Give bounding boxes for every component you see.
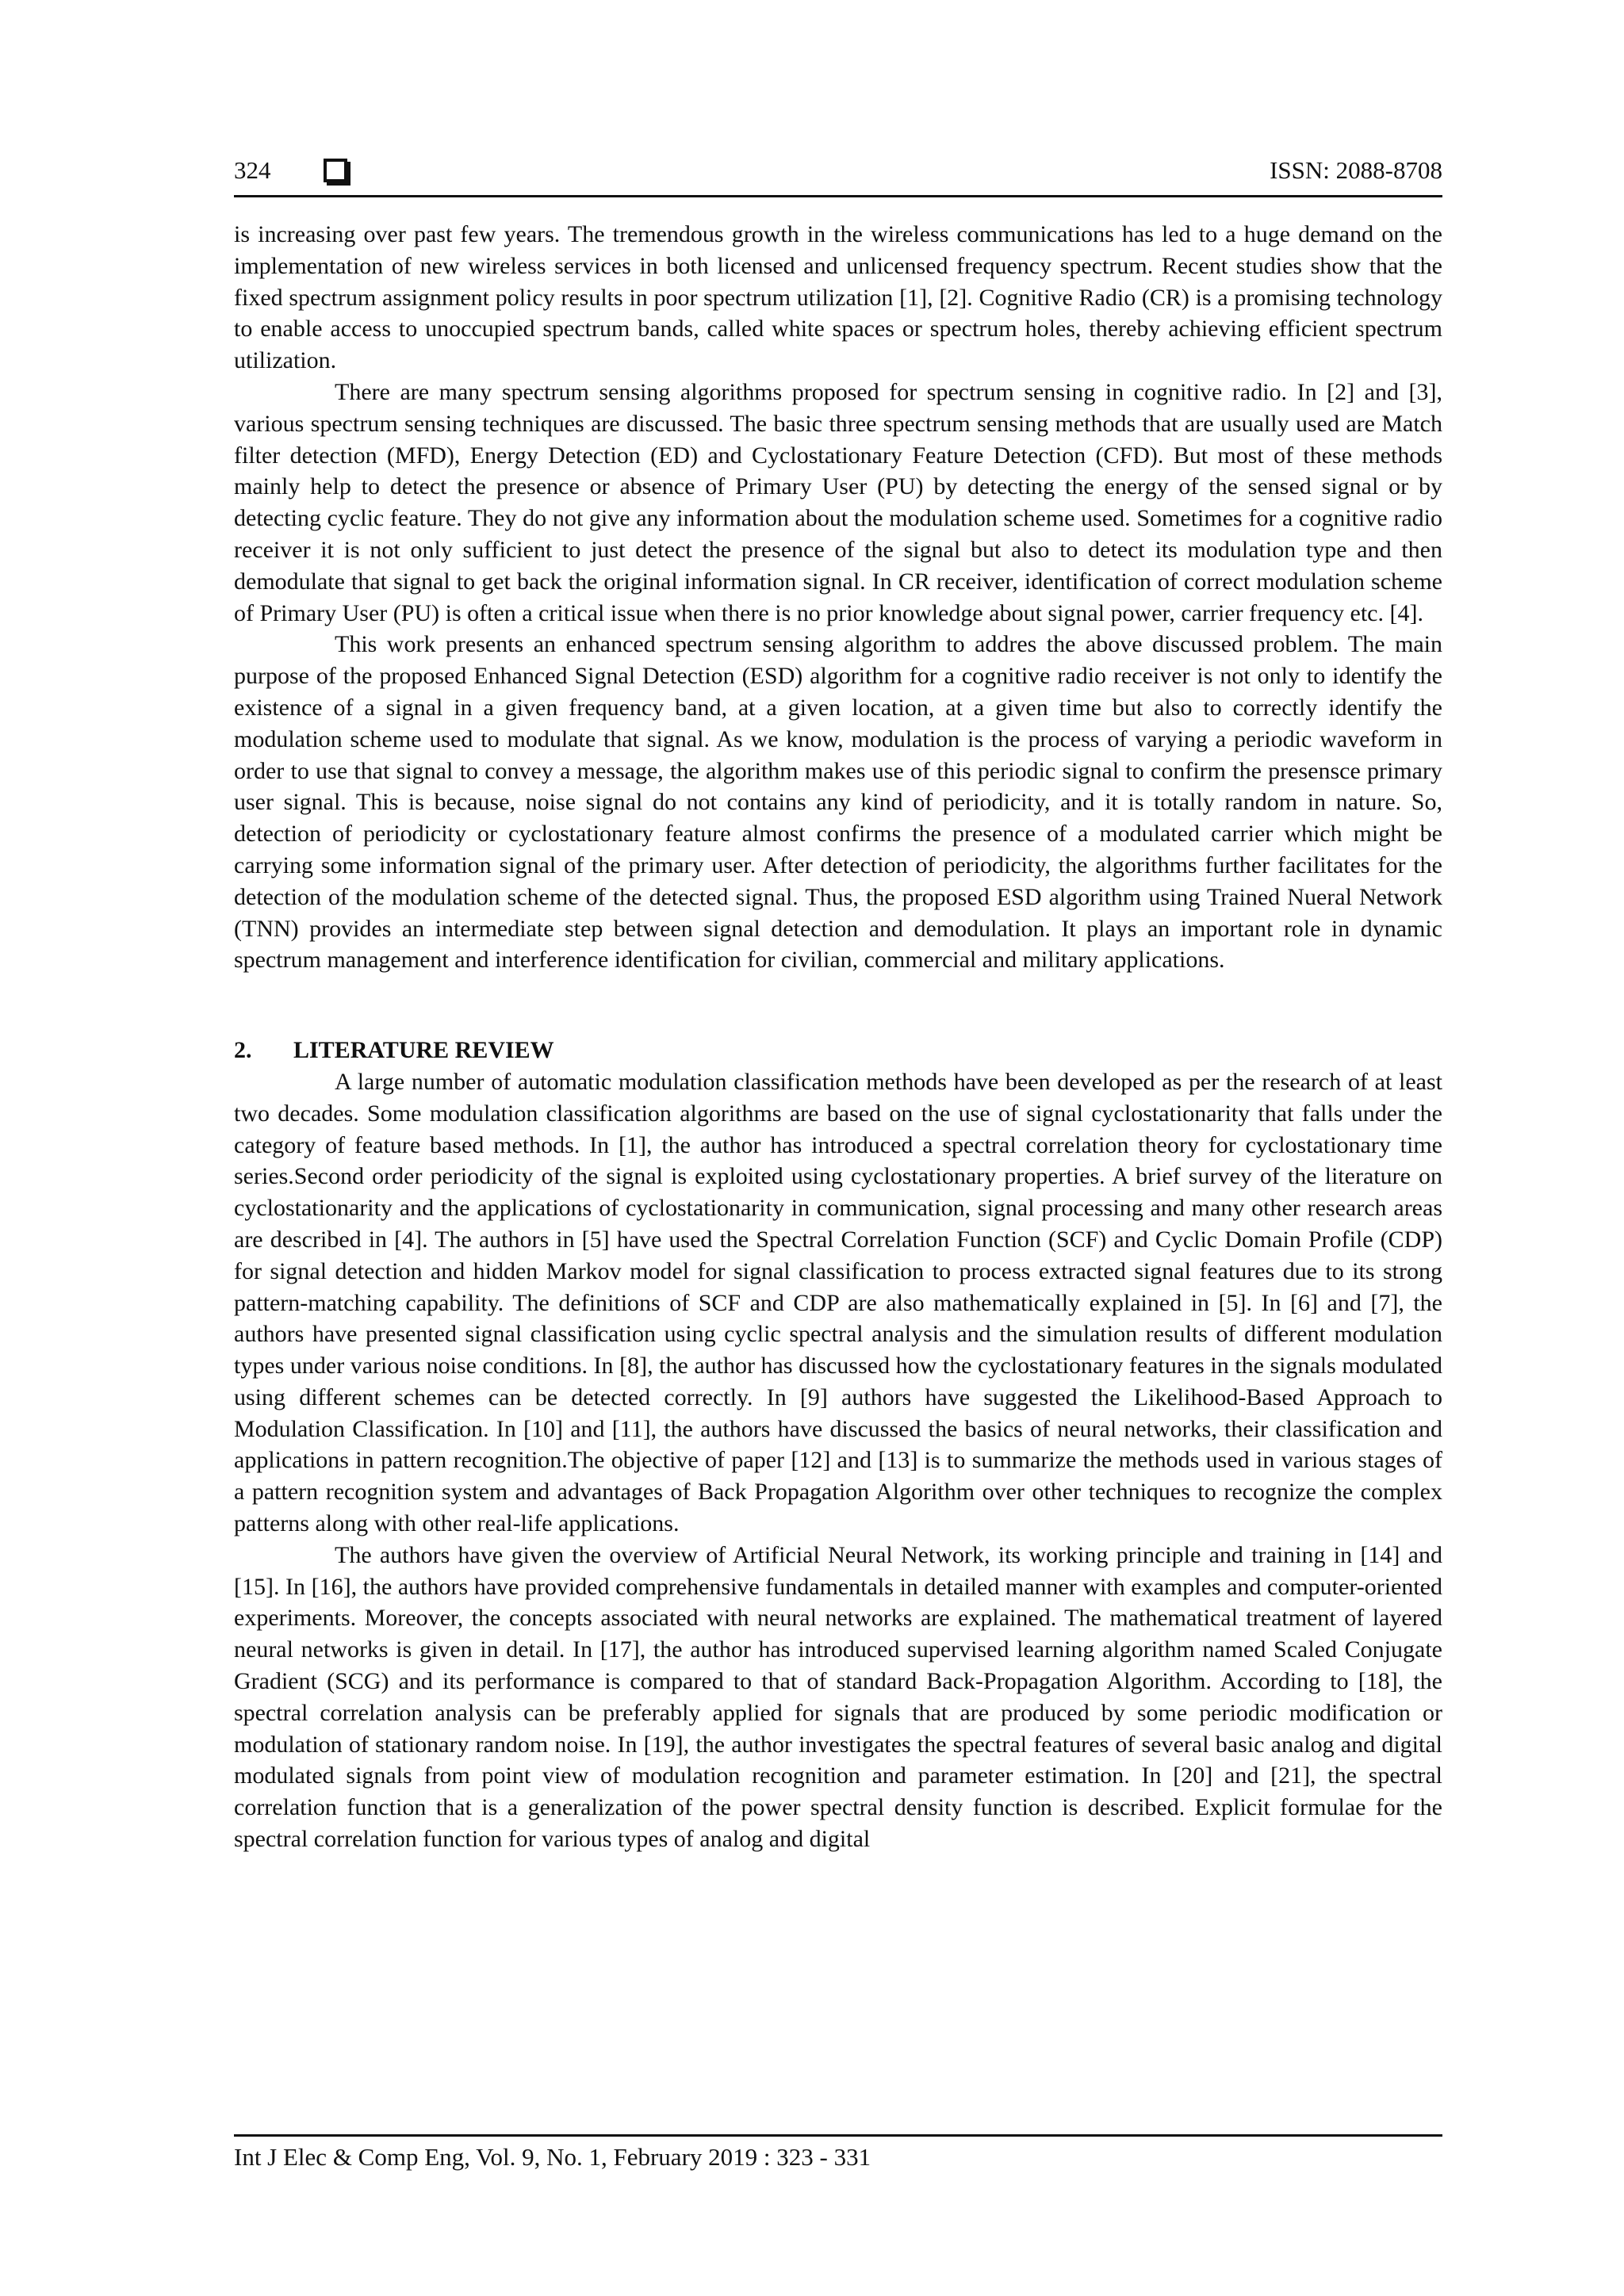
section-number: 2. xyxy=(234,1037,252,1064)
body-paragraph: This work presents an enhanced spectrum sensing algorithm to addres the above discussed problem. The main purpose of the proposed Enhanced Signal Detection (ESD) algorithm for a cognitive radio receiver is not only to identify the existence of a signal in a given frequency band, at a given location, at a given time but also to correctly identify the modulation scheme used to modulate that signal. As we know, modulation is the process of varying a periodic waveform in order to use that signal to convey a message, the algorithm makes use of this periodic signal to confirm the presensce primary user signal. This is because, noise signal do not contains any kind of periodicity, and it is totally random in nature. So, detection of periodicity or cyclostationary feature almost confirms the presence of a modulated carrier which might be carrying some information signal of the primary user. After detection of periodicity, the algorithms further facilitates for the detection of the modulation scheme of the detected signal. Thus, the proposed ESD algorithm using Trained Nueral Network (TNN) provides an intermediate step between signal detection and demodulation. It plays an important role in dynamic spectrum management and interference identification for civilian, commercial and military applications. xyxy=(234,631,1442,974)
article-body xyxy=(234,219,1442,1855)
box-square-icon xyxy=(324,159,347,182)
section-title: LITERATURE REVIEW xyxy=(293,1037,554,1064)
body-paragraph: is increasing over past few years. The tremendous growth in the wireless communications has led to a huge demand on the implementation of new wireless services in both licensed and unlicensed frequency spectrum. Recent studies show that the fixed spectrum assignment policy results in poor spectrum utilization [1], [2]. Cognitive Radio (CR) is a promising technology to enable access to unoccupied spectrum bands, called white spaces or spectrum holes, thereby achieving efficient spectrum utilization. xyxy=(234,221,1442,374)
body-paragraph: There are many spectrum sensing algorithms proposed for spectrum sensing in cognitive radio. In [2] and [3], various spectrum sensing techniques are discussed. The basic three spectrum sensing methods that are usually used are Match filter detection (MFD), Energy Detection (ED) and Cyclostationary Feature Detection (CFD). But most of these methods mainly help to detect the presence or absence of Primary User (PU) by detecting the energy of the sensed signal or by detecting cyclic feature. They do not give any information about the modulation scheme used. Sometimes for a cognitive radio receiver it is not only sufficient to just detect the presence of the signal but also to detect its modulation type and then demodulate that signal to get back the original information signal. In CR receiver, identification of correct modulation scheme of Primary User (PU) is often a critical issue when there is no prior knowledge about signal power, carrier frequency etc. [4]. xyxy=(234,378,1442,626)
page-header xyxy=(234,155,1442,197)
body-paragraph: A large number of automatic modulation classification methods have been developed as per the research of at least two decades. Some modulation classification algorithms are based on the use of signal cyclostationarity that falls under the category of feature based methods. In [1], the author has introduced a spectral correlation theory for cyclostationary time series.Second order periodicity of the signal is exploited using cyclostationary properties. A brief survey of the literature on cyclostationarity and the applications of cyclostationarity in communication, signal processing and many other research areas are described in [4]. The authors in [5] have used the Spectral Correlation Function (SCF) and Cyclic Domain Profile (CDP) for signal detection and hidden Markov model for signal classification to process extracted signal features due to its strong pattern-matching capability. The definitions of SCF and CDP are also mathematically explained in [5]. In [6] and [7], the authors have presented signal classification using cyclic spectral analysis and the simulation results of different modulation types under various noise conditions. In [8], the author has discussed how the cyclostationary features in the signals modulated using different schemes can be detected correctly. In [9] authors have suggested the Likelihood-Based Approach to Modulation Classification. In [10] and [11], the authors have discussed the basics of neural networks, their classification and applications in pattern recognition.The objective of paper [12] and [13] is to summarize the methods used in various stages of a pattern recognition system and advantages of Back Propagation Algorithm over other techniques to recognize the complex patterns along with other real-life applications. xyxy=(234,1068,1442,1537)
body-paragraph: The authors have given the overview of Artificial Neural Network, its working principle and training in [14] and [15]. In [16], the authors have provided comprehensive fundamentals in detailed manner with examples and computer-oriented experiments. Moreover, the concepts associated with neural networks are explained. The mathematical treatment of layered neural networks is given in detail. In [17], the author has introduced supervised learning algorithm named Scaled Conjugate Gradient (SCG) and its performance is compared to that of standard Back-Propagation Algorithm. According to [18], the spectral correlation analysis can be preferably applied for signals that are produced by some periodic modification or modulation of stationary random noise. In [19], the author investigates the spectral features of several basic analog and digital modulated signals from point view of modulation recognition and parameter estimation. In [20] and [21], the spectral correlation function that is a generalization of the power spectral density function is described. Explicit formulae for the spectral correlation function for various types of analog and digital xyxy=(234,1541,1442,1853)
section-heading xyxy=(234,1035,1442,1066)
page-number: 324 xyxy=(234,156,271,184)
page-footer xyxy=(234,2134,1442,2173)
journal-issn: ISSN: 2088-8708 xyxy=(1270,156,1442,184)
footer-citation: Int J Elec & Comp Eng, Vol. 9, No. 1, February 2019 : 323 - 331 xyxy=(234,2143,871,2171)
